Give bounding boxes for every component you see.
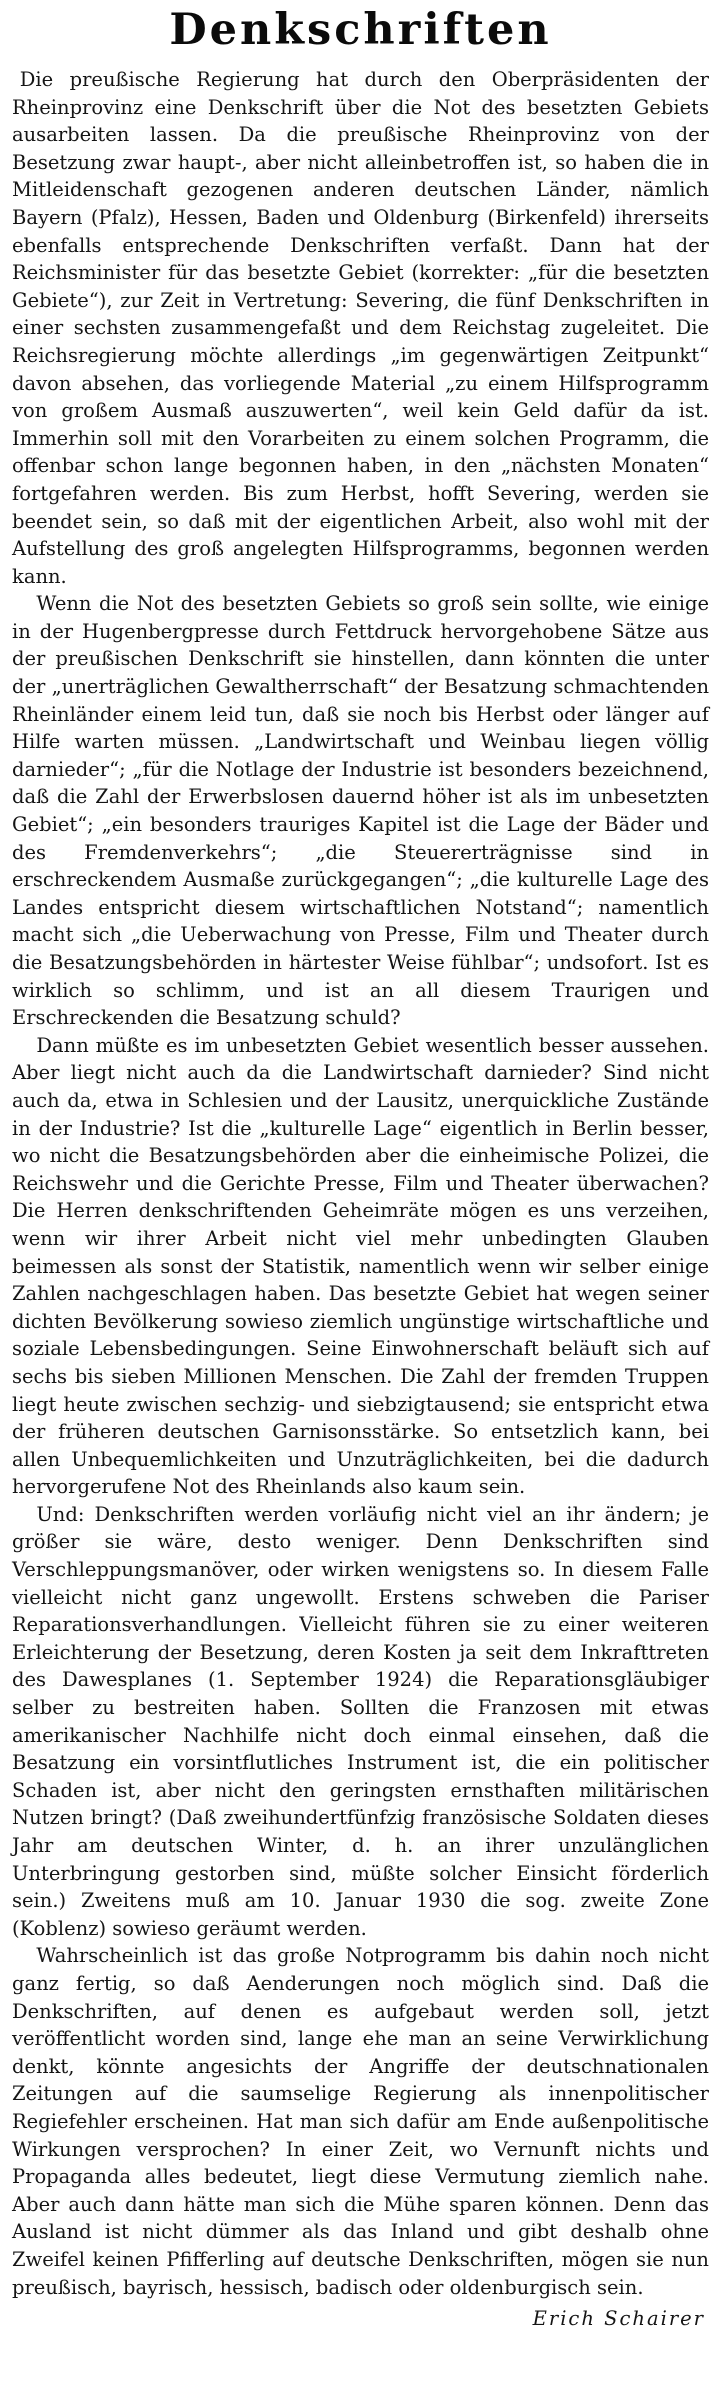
article-paragraph-3: Dann müßte es im unbesetzten Gebiet wesentlich besser aussehen. Aber liegt nicht auch da die Landwirtschaft darnieder? Sind nicht auch da, etwa in Schlesien und der Lausitz, unerquickliche Zustände in der Industrie? Ist die „kulturelle Lage“ eigentlich in Berlin besser, wo nicht die Besatzungsbehörden aber die einheimische Polizei, die Reichswehr und die Gerichte Presse, Film und Theater überwachen? Die Herren denkschriftenden Geheimräte mögen es uns verzeihen, wenn wir ihrer Arbeit nicht viel mehr unbedingten Glauben beimessen als sonst der Statistik, namentlich wenn wir selber einige Zahlen nachgeschlagen haben. Das besetzte Gebiet hat wegen seiner dichten Bevölkerung sowieso ziemlich ungünstige wirtschaftliche und soziale Lebensbedingungen. Seine Einwohnerschaft beläuft sich auf sechs bis sieben Millionen Menschen. Die Zahl der fremden Truppen liegt heute zwischen sechzig- und siebzigtausend; sie entspricht etwa der früheren deutschen Garnisonsstärke. So entsetzlich kann, bei allen Unbequemlichkeiten und Unzuträglichkeiten, bei die dadurch hervorgerufene Not des Rheinlands also kaum sein.: [12, 1033, 709, 1499]
article-body: [12, 66, 709, 2301]
author-byline: Erich Schairer: [532, 2307, 705, 2331]
article-paragraph-4: Und: Denkschriften werden vorläufig nicht viel an ihr ändern; je größer sie wäre, desto weniger. Denn Denkschriften sind Verschleppungsmanöver, oder wirken wenigstens so. In diesem Falle vielleicht nicht ganz ungewollt. Erstens schweben die Pariser Reparationsverhandlungen. Vielleicht führen sie zu einer weiteren Erleichterung der Besetzung, deren Kosten ja seit dem Inkrafttreten des Dawesplanes (1. September 1924) die Reparationsgläubiger selber zu bestreiten haben. Sollten die Franzosen mit etwas amerikanischer Nachhilfe nicht doch einmal einsehen, daß die Besatzung ein vorsintflutliches Instrument ist, die ein politischer Schaden ist, aber nicht den geringsten ernsthaften militärischen Nutzen bringt? (Daß zweihundertfünfzig französische Soldaten dieses Jahr am deutschen Winter, d. h. an ihrer unzulänglichen Unterbringung gestorben sind, müßte solcher Einsicht förderlich sein.) Zweitens muß am 10. Januar 1930 die sog. zweite Zone (Koblenz) sowieso geräumt werden.: [12, 1502, 709, 1940]
article-paragraph-5: Wahrscheinlich ist das große Notprogramm bis dahin noch nicht ganz fertig, so daß Aenderungen noch möglich sind. Daß die Denkschriften, auf denen es aufgebaut werden soll, jetzt veröffentlicht worden sind, lange ehe man an seine Verwirklichung denkt, könnte angesichts der Angriffe der deutschnationalen Zeitungen auf die saumselige Regierung als innenpolitischer Regiefehler erscheinen. Hat man sich dafür am Ende außenpolitische Wirkungen versprochen? In einer Zeit, wo Vernunft nichts und Propaganda alles bedeutet, liegt diese Vermutung ziemlich nahe. Aber auch dann hätte man sich die Mühe sparen können. Denn das Ausland ist nicht dümmer als das Inland und gibt deshalb ohne Zweifel keinen Pfifferling auf deutsche Denkschriften, mögen sie nun preußisch, bayrisch, hessisch, badisch oder oldenburgisch sein.: [12, 1944, 709, 2299]
article-paragraph-1: Die preußische Regierung hat durch den Oberpräsidenten der Rheinprovinz eine Denkschrift über die Not des besetzten Gebiets ausarbeiten lassen. Da die preußische Rheinprovinz von der Besetzung zwar haupt-, aber nicht alleinbetroffen ist, so haben die in Mitleidenschaft gezogenen anderen deutschen Länder, nämlich Bayern (Pfalz), Hessen, Baden und Oldenburg (Birkenfeld) ihrerseits ebenfalls entsprechende Denkschriften verfaßt. Dann hat der Reichsminister für das besetzte Gebiet (korrekter: „für die besetzten Gebiete“), zur Zeit in Vertretung: Severing, die fünf Denkschriften in einer sechsten zusammengefaßt und dem Reichstag zugeleitet. Die Reichsregierung möchte allerdings „im gegenwärtigen Zeitpunkt“ davon absehen, das vorliegende Material „zu einem Hilfsprogramm von großem Ausmaß auszuwerten“, weil kein Geld dafür da ist. Immerhin soll mit den Vorarbeiten zu einem solchen Programm, die offenbar schon lange begonnen haben, in den „nächsten Monaten“ fortgefahren werden. Bis zum Herbst, hofft Severing, werden sie beendet sein, so daß mit der eigentlichen Arbeit, also wohl mit der Aufstellung des groß angelegten Hilfsprogramms, begonnen werden kann.: [12, 68, 709, 588]
article-paragraph-2: Wenn die Not des besetzten Gebiets so groß sein sollte, wie einige in der Hugenbergpresse durch Fettdruck hervorgehobene Sätze aus der preußischen Denkschrift sie hinstellen, dann könnten die unter der „unerträglichen Gewaltherrschaft“ der Besatzung schmachtenden Rheinländer einem leid tun, daß sie noch bis Herbst oder länger auf Hilfe warten müssen. „Landwirtschaft und Weinbau liegen völlig darnieder“; „für die Notlage der Industrie ist besonders bezeichnend, daß die Zahl der Erwerbslosen dauernd höher ist als im unbesetzten Gebiet“; „ein besonders trauriges Kapitel ist die Lage der Bäder und des Fremdenverkehrs“; „die Steuererträgnisse sind in erschreckendem Ausmaße zurückgegangen“; „die kulturelle Lage des Landes entspricht diesem wirtschaftlichen Notstand“; namentlich macht sich „die Ueberwachung von Presse, Film und Theater durch die Besatzungsbehörden in härtester Weise fühlbar“; undsofort. Ist es wirklich so schlimm, und ist an all diesem Traurigen und Erschreckenden die Besatzung schuld?: [12, 592, 709, 1030]
article-title: Denkschriften: [169, 5, 552, 55]
